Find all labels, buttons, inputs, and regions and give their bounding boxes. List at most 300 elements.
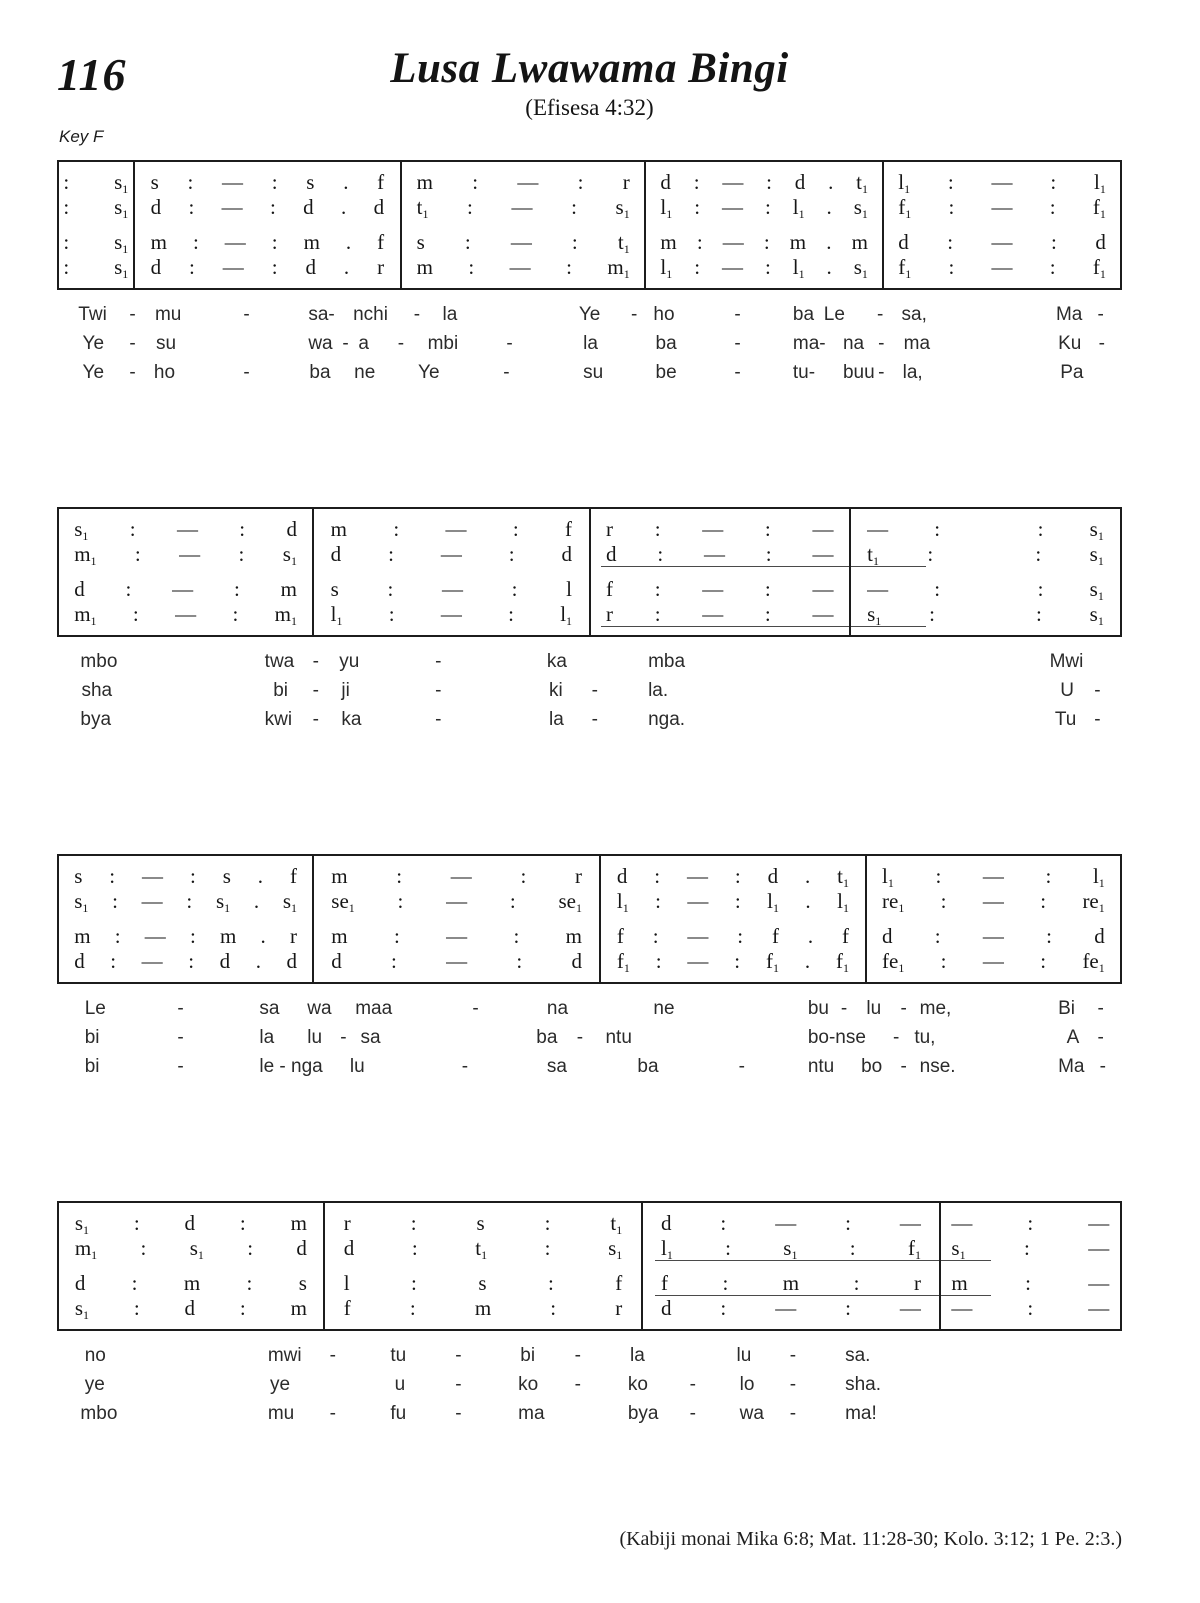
voice-row (643, 1271, 938, 1296)
voice-row (867, 889, 1120, 914)
lyric-syllable: - (576, 1027, 584, 1048)
note-token: $l_1$ (1093, 170, 1106, 196)
note-token: — (179, 542, 201, 566)
voice-row (591, 577, 849, 602)
voice-row (402, 255, 644, 280)
lyric-syllable: bu (807, 998, 829, 1019)
lyric-syllable: la (442, 304, 458, 325)
note-token: r (289, 924, 297, 948)
note-token: : (947, 230, 954, 254)
note-token: : (694, 255, 701, 279)
note-token: d (150, 255, 162, 279)
lyric-syllable: - (312, 709, 319, 730)
lyric-syllable: maa (355, 998, 393, 1019)
note-token: $m_1$ (74, 1236, 98, 1262)
note-token: : (131, 1271, 138, 1295)
note-token: $s_1$ (114, 195, 129, 221)
note-token: $f_1$ (1092, 255, 1106, 281)
note-token: $fe_1$ (1082, 949, 1105, 975)
note-token: d (794, 170, 806, 194)
lyric-syllable: su (156, 333, 177, 354)
note-token: d (898, 230, 909, 254)
note-token: d (286, 517, 297, 541)
note-token: : (722, 1271, 729, 1295)
voice-row (601, 949, 865, 974)
lyric-syllable: - (177, 998, 184, 1019)
lyrics-block (57, 304, 1122, 391)
note-token: $f_1$ (765, 949, 779, 975)
note-token: : (129, 517, 136, 541)
note-token: d (1094, 924, 1105, 948)
note-token: : (734, 864, 741, 888)
note-token: m (416, 255, 433, 279)
note-token: m (150, 230, 167, 254)
note-token: m (331, 924, 348, 948)
note-token: : (464, 230, 471, 254)
note-token: d (881, 924, 893, 948)
note-token: r (343, 1211, 351, 1235)
note-token: $s_1$ (853, 195, 868, 221)
lyric-syllable: Ku (1058, 333, 1082, 354)
note-token: $m_1$ (74, 602, 97, 628)
lyric-syllable: - (1098, 333, 1105, 354)
voice-row (314, 864, 599, 889)
note-token: : (239, 517, 246, 541)
lyric-syllable: - (435, 709, 442, 730)
lyric-syllable: me, (919, 998, 952, 1019)
note-token: d (74, 577, 85, 601)
lyric-syllable: - (177, 1027, 184, 1048)
voice-row (59, 255, 133, 280)
music-system (57, 1201, 1122, 1432)
lyric-syllable: Bi (1058, 998, 1075, 1019)
note-token: : (63, 230, 70, 254)
note-token: . (804, 949, 811, 973)
voice-row (646, 195, 882, 220)
lyric-syllable: tu (390, 1345, 407, 1366)
lyric-syllable: sa, (901, 304, 927, 325)
note-token: $l_1$ (792, 255, 805, 281)
measure (601, 856, 867, 982)
note-token: — (702, 577, 724, 601)
note-token: — (446, 924, 468, 948)
note-token: f (616, 924, 624, 948)
note-token: : (547, 1271, 554, 1295)
note-token: . (253, 889, 260, 913)
note-token: d (571, 949, 582, 973)
lyric-syllable: - (738, 1056, 745, 1077)
note-token: — (721, 195, 743, 219)
lyric-syllable: ye (270, 1374, 291, 1395)
note-token: s (306, 170, 315, 194)
voice-row (591, 517, 849, 542)
measure (867, 856, 1120, 982)
note-token: : (694, 195, 701, 219)
lyric-syllable: - (789, 1345, 797, 1366)
note-token: : (940, 949, 947, 973)
lyric-line (57, 680, 1122, 709)
note-token: $s_1$ (1089, 577, 1104, 603)
lyric-syllable: - (340, 1027, 347, 1048)
note-token: $fe_1$ (881, 949, 905, 975)
note-token: : (764, 577, 771, 601)
measure (135, 162, 402, 288)
note-token (986, 577, 991, 602)
voice-row (884, 170, 1120, 195)
lyric-syllable: na (842, 333, 865, 354)
note-token: $s_1$ (867, 602, 882, 628)
lyric-syllable: - (1094, 680, 1101, 701)
note-token: — (450, 864, 472, 888)
lyric-syllable: - (435, 680, 442, 701)
note-token: — (721, 255, 743, 279)
lyric-syllable: sa (546, 1056, 567, 1077)
note-token: : (63, 195, 70, 219)
note-token: d (219, 949, 231, 973)
note-token: : (934, 924, 941, 948)
note-token: : (1035, 602, 1042, 626)
lyric-syllable: - (455, 1345, 462, 1366)
note-token: $t_1$ (610, 1211, 623, 1237)
lyric-syllable: ma (518, 1403, 545, 1424)
note-token: d (305, 255, 316, 279)
lyric-syllable: - (312, 651, 319, 672)
lyric-syllable: - (413, 304, 421, 325)
note-token: : (763, 230, 770, 254)
note-token: f (615, 1271, 623, 1295)
note-token: : (734, 949, 741, 973)
note-token: : (133, 1296, 140, 1320)
note-token: $s_1$ (215, 889, 231, 915)
voice-row (314, 602, 588, 627)
note-token: : (133, 1211, 140, 1235)
notation-grid (57, 1201, 1122, 1331)
voice-row (851, 542, 1120, 567)
voice-row (59, 517, 312, 542)
lyric-syllable: - (243, 362, 250, 383)
note-token: d (373, 195, 385, 219)
note-token: — (867, 517, 889, 541)
voice-row (591, 542, 849, 567)
voice-row (643, 1236, 938, 1261)
note-token: — (867, 577, 889, 601)
note-token (982, 542, 987, 567)
note-token: m (416, 170, 433, 194)
note-token: : (512, 517, 519, 541)
measure (402, 162, 646, 288)
note-token: m (290, 1296, 307, 1320)
note-token: : (1024, 1236, 1030, 1260)
note-token: : (1049, 255, 1056, 279)
note-token: : (571, 230, 578, 254)
note-token: — (222, 255, 244, 279)
lyric-syllable: - (574, 1345, 581, 1366)
lyric-syllable: - (734, 362, 741, 383)
note-token: : (853, 1271, 860, 1295)
note-token: f (660, 1271, 668, 1295)
note-token: f (343, 1296, 351, 1320)
lyric-line (57, 651, 1122, 680)
note-token: d (286, 949, 297, 973)
voice-row (325, 1236, 642, 1261)
voice-row (591, 602, 849, 627)
note-token: $se_1$ (558, 889, 582, 915)
lyric-syllable: ntu (807, 1056, 835, 1077)
lyric-syllable: la (629, 1345, 645, 1366)
voice-row (941, 1236, 1120, 1261)
note-token: $m_1$ (607, 255, 630, 281)
lyric-syllable: - (435, 651, 442, 672)
note-token: — (510, 230, 532, 254)
lyric-syllable: - (789, 1374, 797, 1395)
note-token: d (767, 864, 779, 888)
lyric-syllable: - (877, 304, 884, 325)
note-token: $l_1$ (330, 602, 343, 628)
note-token: — (991, 255, 1013, 279)
measure (59, 1203, 325, 1329)
lyric-syllable: - (591, 680, 598, 701)
note-token: d (561, 542, 573, 566)
note-token: $s_1$ (74, 889, 89, 915)
lyric-syllable: ne (354, 362, 376, 383)
note-token: m (565, 924, 582, 948)
note-token: d (343, 1236, 355, 1260)
lyric-syllable: ba (637, 1056, 659, 1077)
lyric-syllable: ma (903, 333, 931, 354)
note-token: : (388, 542, 394, 566)
note-token: : (947, 170, 954, 194)
note-token: — (982, 864, 1004, 888)
lyric-syllable: Tu (1054, 709, 1077, 730)
note-token: d (184, 1211, 196, 1235)
note-token: m (331, 864, 348, 888)
music-systems (57, 160, 1122, 1432)
lyric-syllable: bya (80, 709, 112, 730)
note-token: $s_1$ (74, 1296, 89, 1322)
lyrics-block (57, 998, 1122, 1085)
lyric-syllable: - (591, 709, 598, 730)
lyric-syllable: u (394, 1374, 406, 1395)
voice-row (851, 577, 1120, 602)
lyric-syllable: la (549, 709, 564, 730)
note-token: $l_1$ (660, 1236, 673, 1262)
note-token: : (397, 889, 404, 913)
note-token: — (1088, 1236, 1110, 1260)
note-token: : (513, 924, 520, 948)
note-token: : (189, 924, 196, 948)
header (57, 44, 1122, 122)
voice-row (314, 949, 599, 974)
note-token: — (703, 542, 725, 566)
note-token: : (271, 170, 278, 194)
voice-row (941, 1271, 1120, 1296)
note-token: $s_1$ (282, 542, 297, 568)
note-token: — (509, 255, 531, 279)
notation-grid (57, 160, 1122, 290)
note-token: $s_1$ (114, 230, 129, 256)
note-token: d (330, 542, 342, 566)
lyric-syllable: - (397, 333, 405, 354)
note-token: $s_1$ (1089, 517, 1104, 543)
lyric-syllable: Ma (1055, 304, 1083, 325)
note-token: s (74, 864, 83, 888)
page-title: Lusa Lwawama Bingi (390, 45, 789, 92)
note-token: : (764, 517, 771, 541)
voice-row (314, 577, 588, 602)
note-token: r (622, 170, 630, 194)
lyric-syllable: bi (273, 680, 288, 701)
note-token: . (807, 924, 814, 948)
note-token: : (720, 1211, 727, 1235)
note-token: $f_1$ (898, 195, 912, 221)
note-token: f (771, 924, 779, 948)
voice-row (59, 949, 312, 974)
note-token: : (1037, 577, 1044, 601)
note-token: : (693, 170, 700, 194)
note-token: : (238, 542, 245, 566)
note-token: : (929, 602, 935, 626)
measure (314, 856, 601, 982)
note-token: : (764, 255, 771, 279)
note-token: — (440, 542, 462, 566)
voice-row (314, 517, 588, 542)
note-token: $s_1$ (853, 255, 868, 281)
note-token: : (720, 1296, 727, 1320)
note-token: d (296, 1236, 307, 1260)
note-token: $m_1$ (74, 542, 97, 568)
note-token: $s_1$ (1089, 542, 1104, 568)
lyric-syllable: - (455, 1374, 462, 1395)
measure (646, 162, 884, 288)
note-token: d (660, 1211, 672, 1235)
note-token: : (189, 864, 196, 888)
note-token: $re_1$ (1082, 889, 1105, 915)
note-token: $f_1$ (898, 255, 912, 281)
note-token: — (175, 602, 197, 626)
scripture-reference: (Efisesa 4:32) (525, 95, 654, 120)
note-token: : (1040, 949, 1047, 973)
note-token: $s_1$ (783, 1236, 798, 1262)
lyric-syllable: lu (866, 998, 882, 1019)
lyric-syllable: mu (154, 304, 182, 325)
note-token: $s_1$ (1089, 602, 1104, 628)
lyric-syllable: - (129, 333, 136, 354)
lyrics-block (57, 651, 1122, 738)
note-token: $m_1$ (274, 602, 297, 628)
lyric-syllable: ho (653, 304, 675, 325)
voice-row (646, 170, 882, 195)
lyric-syllable: yu (339, 651, 360, 672)
note-token: : (140, 1236, 147, 1260)
lyric-syllable: la. (648, 680, 669, 701)
note-token: : (571, 195, 577, 219)
measure (59, 856, 314, 982)
lyric-syllable: - (1094, 709, 1101, 730)
note-token: — (446, 889, 468, 913)
note-token: d (184, 1296, 196, 1320)
lyric-syllable: ko (518, 1374, 539, 1395)
note-token: : (391, 949, 397, 973)
note-token: : (411, 1271, 417, 1295)
note-token: . (826, 255, 832, 279)
voice-row (59, 170, 133, 195)
lyric-syllable: - (506, 333, 513, 354)
note-token: $t_1$ (837, 864, 849, 890)
note-token: l (566, 577, 572, 601)
lyric-syllable: sa (259, 998, 280, 1019)
lyric-syllable: - (574, 1374, 581, 1395)
lyric-syllable: ntu (605, 1027, 632, 1048)
lyric-syllable: - (689, 1403, 696, 1424)
voice-row (643, 1296, 938, 1321)
note-token: : (766, 170, 772, 194)
measure (851, 509, 1120, 635)
note-token: — (722, 170, 744, 194)
lyric-syllable: - (878, 362, 885, 383)
note-token: $l_1$ (837, 889, 849, 915)
voice-row (135, 255, 400, 280)
voice-row (59, 1296, 323, 1321)
note-token: $t_1$ (867, 542, 879, 568)
lyric-syllable: ba (655, 333, 677, 354)
note-token: d (660, 170, 671, 194)
note-token: : (187, 170, 194, 194)
note-token: — (511, 195, 533, 219)
note-token: : (508, 602, 514, 626)
note-token: . (257, 864, 264, 888)
voice-row (601, 889, 865, 914)
note-token: s (478, 1271, 487, 1295)
note-token: — (899, 1296, 921, 1320)
note-token: — (722, 230, 744, 254)
note-token: r (574, 864, 582, 888)
voice-row (851, 602, 1120, 627)
note-token: : (468, 255, 475, 279)
note-token: $s_1$ (608, 1236, 623, 1262)
note-token: : (132, 602, 139, 626)
footer-references: (Kabiji monai Mika 6:8; Mat. 11:28-30; Kolo. 3:12; 1 Pe. 2:3.) (619, 1528, 1122, 1550)
note-token: — (141, 889, 163, 913)
note-token: d (1095, 230, 1106, 254)
lyric-syllable: ba (309, 362, 331, 383)
note-token: $s_1$ (951, 1236, 966, 1262)
lyric-syllable: ji (341, 680, 350, 701)
lyric-syllable: Mwi (1049, 651, 1084, 672)
lyric-syllable: Ye (82, 333, 105, 354)
note-token: : (110, 949, 117, 973)
note-token: — (1088, 1296, 1110, 1320)
note-token: . (343, 255, 350, 279)
lyric-syllable: ka (546, 651, 567, 672)
note-token: . (826, 195, 832, 219)
voice-row (314, 889, 599, 914)
note-token: m (782, 1271, 800, 1295)
note-token: — (991, 230, 1013, 254)
note-token: : (1025, 1271, 1031, 1295)
note-token: r (913, 1271, 921, 1295)
lyric-syllable: U (1060, 680, 1074, 701)
lyric-syllable: sa- (308, 304, 335, 325)
note-token: : (520, 864, 527, 888)
lyric-syllable: ko (627, 1374, 648, 1395)
lyric-syllable: tu, (914, 1027, 936, 1048)
voice-row (325, 1271, 642, 1296)
note-token: : (1040, 889, 1047, 913)
lyric-syllable: - (878, 333, 885, 354)
note-token: m (280, 577, 297, 601)
lyric-syllable: - (1097, 304, 1104, 325)
note-token: $f_1$ (835, 949, 849, 975)
